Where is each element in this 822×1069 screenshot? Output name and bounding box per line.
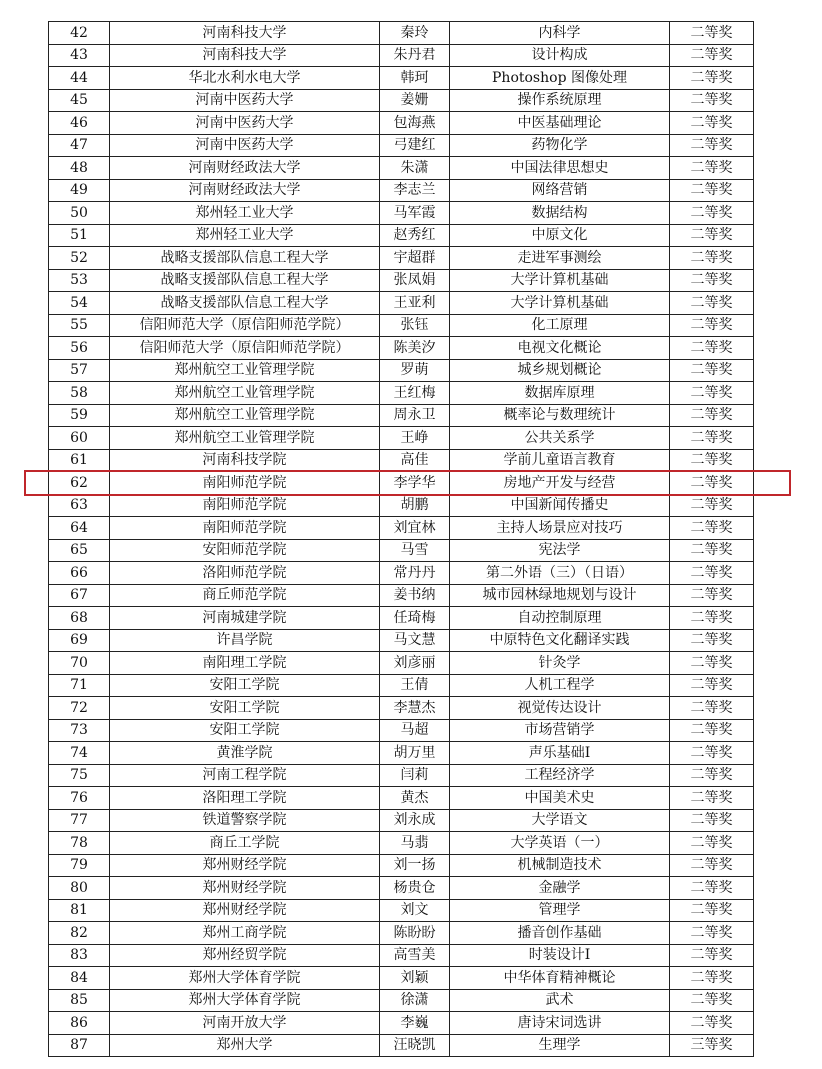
award-cell: 二等奖 [670,922,754,945]
teacher-name-cell: 秦玲 [380,22,450,45]
school-cell: 商丘工学院 [110,832,380,855]
table-row [49,494,754,517]
school-cell: 战略支援部队信息工程大学 [110,292,380,315]
table-row [49,292,754,315]
table-row [49,449,754,472]
school-cell: 南阳理工学院 [110,652,380,675]
school-cell: 洛阳理工学院 [110,787,380,810]
table-row [49,899,754,922]
table-row [49,67,754,90]
award-cell: 二等奖 [670,247,754,270]
award-cell: 二等奖 [670,697,754,720]
row-number-cell: 75 [49,764,110,787]
row-number-cell: 56 [49,337,110,360]
award-cell: 二等奖 [670,742,754,765]
teacher-name-cell: 罗萌 [380,359,450,382]
course-cell: 管理学 [450,899,670,922]
school-cell: 河南工程学院 [110,764,380,787]
award-cell: 二等奖 [670,89,754,112]
course-cell: 公共关系学 [450,427,670,450]
table-row [49,854,754,877]
table-row [49,89,754,112]
table-row [49,179,754,202]
row-number-cell: 78 [49,832,110,855]
row-number-cell: 79 [49,854,110,877]
school-cell: 郑州航空工业管理学院 [110,404,380,427]
award-cell: 二等奖 [670,607,754,630]
award-cell: 二等奖 [670,494,754,517]
row-number-cell: 67 [49,584,110,607]
award-cell: 二等奖 [670,337,754,360]
teacher-name-cell: 闫莉 [380,764,450,787]
course-cell: 生理学 [450,1034,670,1057]
award-cell: 二等奖 [670,967,754,990]
school-cell: 河南开放大学 [110,1012,380,1035]
school-cell: 河南科技大学 [110,22,380,45]
row-number-cell: 43 [49,44,110,67]
award-cell: 二等奖 [670,134,754,157]
course-cell: 大学计算机基础 [450,292,670,315]
award-cell: 二等奖 [670,44,754,67]
row-number-cell: 87 [49,1034,110,1057]
table-row [49,134,754,157]
school-cell: 河南中医药大学 [110,112,380,135]
teacher-name-cell: 弓建红 [380,134,450,157]
row-number-cell: 68 [49,607,110,630]
course-cell: 工程经济学 [450,764,670,787]
table-row [49,584,754,607]
award-cell: 二等奖 [670,112,754,135]
course-cell: 网络营销 [450,179,670,202]
course-cell: 金融学 [450,877,670,900]
course-cell: 第二外语（三）（日语） [450,562,670,585]
course-cell: 房地产开发与经营 [450,472,670,495]
teacher-name-cell: 姜书纳 [380,584,450,607]
table-row [49,314,754,337]
teacher-name-cell: 王红梅 [380,382,450,405]
row-number-cell: 69 [49,629,110,652]
course-cell: 中医基础理论 [450,112,670,135]
teacher-name-cell: 马雪 [380,539,450,562]
table-row [49,719,754,742]
row-number-cell: 86 [49,1012,110,1035]
table-row [49,202,754,225]
row-number-cell: 45 [49,89,110,112]
award-cell: 二等奖 [670,719,754,742]
teacher-name-cell: 刘宜林 [380,517,450,540]
award-cell: 二等奖 [670,382,754,405]
course-cell: 播音创作基础 [450,922,670,945]
award-cell: 二等奖 [670,292,754,315]
course-cell: 电视文化概论 [450,337,670,360]
award-cell: 二等奖 [670,832,754,855]
awards-table-body [49,22,754,1057]
school-cell: 郑州财经学院 [110,854,380,877]
award-cell: 二等奖 [670,1012,754,1035]
teacher-name-cell: 徐潇 [380,989,450,1012]
table-row [49,247,754,270]
row-number-cell: 55 [49,314,110,337]
award-cell: 二等奖 [670,877,754,900]
row-number-cell: 72 [49,697,110,720]
school-cell: 河南科技大学 [110,44,380,67]
award-cell: 二等奖 [670,517,754,540]
row-number-cell: 62 [49,472,110,495]
table-row [49,967,754,990]
row-number-cell: 57 [49,359,110,382]
teacher-name-cell: 陈美汐 [380,337,450,360]
award-cell: 二等奖 [670,404,754,427]
teacher-name-cell: 刘彦丽 [380,652,450,675]
teacher-name-cell: 姜姗 [380,89,450,112]
row-number-cell: 83 [49,944,110,967]
award-cell: 二等奖 [670,157,754,180]
teacher-name-cell: 马文慧 [380,629,450,652]
school-cell: 河南财经政法大学 [110,157,380,180]
row-number-cell: 65 [49,539,110,562]
school-cell: 河南科技学院 [110,449,380,472]
course-cell: 大学英语（一） [450,832,670,855]
award-cell: 二等奖 [670,944,754,967]
table-row [49,787,754,810]
course-cell: 城乡规划概论 [450,359,670,382]
teacher-name-cell: 张钰 [380,314,450,337]
teacher-name-cell: 任琦梅 [380,607,450,630]
course-cell: 中国法律思想史 [450,157,670,180]
course-cell: 设计构成 [450,44,670,67]
table-row [49,539,754,562]
school-cell: 信阳师范大学（原信阳师范学院） [110,314,380,337]
row-number-cell: 50 [49,202,110,225]
teacher-name-cell: 王峥 [380,427,450,450]
row-number-cell: 53 [49,269,110,292]
table-row [49,832,754,855]
school-cell: 河南城建学院 [110,607,380,630]
teacher-name-cell: 李巍 [380,1012,450,1035]
award-cell: 三等奖 [670,1034,754,1057]
school-cell: 铁道警察学院 [110,809,380,832]
row-number-cell: 60 [49,427,110,450]
teacher-name-cell: 王亚利 [380,292,450,315]
teacher-name-cell: 汪晓凯 [380,1034,450,1057]
row-number-cell: 46 [49,112,110,135]
school-cell: 战略支援部队信息工程大学 [110,247,380,270]
award-cell: 二等奖 [670,562,754,585]
course-cell: 概率论与数理统计 [450,404,670,427]
row-number-cell: 47 [49,134,110,157]
row-number-cell: 44 [49,67,110,90]
course-cell: 化工原理 [450,314,670,337]
course-cell: Photoshop 图像处理 [450,67,670,90]
school-cell: 郑州航空工业管理学院 [110,359,380,382]
school-cell: 郑州大学体育学院 [110,967,380,990]
teacher-name-cell: 赵秀红 [380,224,450,247]
table-row [49,922,754,945]
table-row [49,22,754,45]
teacher-name-cell: 李学华 [380,472,450,495]
teacher-name-cell: 陈盼盼 [380,922,450,945]
table-row [49,652,754,675]
row-number-cell: 74 [49,742,110,765]
course-cell: 宪法学 [450,539,670,562]
table-row [49,562,754,585]
school-cell: 河南中医药大学 [110,134,380,157]
row-number-cell: 81 [49,899,110,922]
course-cell: 时装设计Ⅰ [450,944,670,967]
course-cell: 走进军事测绘 [450,247,670,270]
row-number-cell: 54 [49,292,110,315]
school-cell: 南阳师范学院 [110,494,380,517]
table-row [49,404,754,427]
school-cell: 郑州大学 [110,1034,380,1057]
award-cell: 二等奖 [670,787,754,810]
teacher-name-cell: 高雪美 [380,944,450,967]
teacher-name-cell: 黄杰 [380,787,450,810]
course-cell: 中华体育精神概论 [450,967,670,990]
teacher-name-cell: 马超 [380,719,450,742]
course-cell: 中原文化 [450,224,670,247]
course-cell: 城市园林绿地规划与设计 [450,584,670,607]
course-cell: 自动控制原理 [450,607,670,630]
teacher-name-cell: 高佳 [380,449,450,472]
table-row [49,1012,754,1035]
table-row [49,1034,754,1057]
table-row [49,989,754,1012]
row-number-cell: 77 [49,809,110,832]
table-row [49,157,754,180]
school-cell: 郑州轻工业大学 [110,224,380,247]
row-number-cell: 51 [49,224,110,247]
teacher-name-cell: 包海燕 [380,112,450,135]
table-row [49,359,754,382]
school-cell: 商丘师范学院 [110,584,380,607]
course-cell: 主持人场景应对技巧 [450,517,670,540]
school-cell: 安阳工学院 [110,697,380,720]
row-number-cell: 82 [49,922,110,945]
course-cell: 人机工程学 [450,674,670,697]
table-row [49,382,754,405]
course-cell: 武术 [450,989,670,1012]
teacher-name-cell: 常丹丹 [380,562,450,585]
table-row [49,877,754,900]
award-cell: 二等奖 [670,629,754,652]
course-cell: 市场营销学 [450,719,670,742]
teacher-name-cell: 王倩 [380,674,450,697]
award-cell: 二等奖 [670,584,754,607]
award-cell: 二等奖 [670,674,754,697]
table-row [49,742,754,765]
course-cell: 学前儿童语言教育 [450,449,670,472]
school-cell: 郑州航空工业管理学院 [110,427,380,450]
table-row [49,517,754,540]
teacher-name-cell: 马翡 [380,832,450,855]
school-cell: 河南财经政法大学 [110,179,380,202]
award-cell: 二等奖 [670,427,754,450]
table-row [49,112,754,135]
school-cell: 郑州财经学院 [110,877,380,900]
teacher-name-cell: 张凤娟 [380,269,450,292]
school-cell: 郑州轻工业大学 [110,202,380,225]
teacher-name-cell: 李慧杰 [380,697,450,720]
row-number-cell: 85 [49,989,110,1012]
course-cell: 机械制造技术 [450,854,670,877]
table-row [49,697,754,720]
row-number-cell: 59 [49,404,110,427]
course-cell: 大学语文 [450,809,670,832]
teacher-name-cell: 刘颖 [380,967,450,990]
table-row [49,809,754,832]
award-cell: 二等奖 [670,314,754,337]
award-cell: 二等奖 [670,472,754,495]
award-cell: 二等奖 [670,899,754,922]
teacher-name-cell: 刘文 [380,899,450,922]
table-row [49,629,754,652]
course-cell: 中国新闻传播史 [450,494,670,517]
school-cell: 洛阳师范学院 [110,562,380,585]
school-cell: 郑州工商学院 [110,922,380,945]
course-cell: 声乐基础Ⅰ [450,742,670,765]
course-cell: 药物化学 [450,134,670,157]
award-cell: 二等奖 [670,449,754,472]
row-number-cell: 64 [49,517,110,540]
award-cell: 二等奖 [670,652,754,675]
school-cell: 郑州大学体育学院 [110,989,380,1012]
awards-table [48,21,754,1057]
course-cell: 操作系统原理 [450,89,670,112]
award-cell: 二等奖 [670,269,754,292]
award-cell: 二等奖 [670,67,754,90]
award-cell: 二等奖 [670,854,754,877]
teacher-name-cell: 李志兰 [380,179,450,202]
teacher-name-cell: 朱潇 [380,157,450,180]
row-number-cell: 42 [49,22,110,45]
row-number-cell: 76 [49,787,110,810]
school-cell: 战略支援部队信息工程大学 [110,269,380,292]
teacher-name-cell: 胡万里 [380,742,450,765]
teacher-name-cell: 宇超群 [380,247,450,270]
row-number-cell: 80 [49,877,110,900]
award-cell: 二等奖 [670,359,754,382]
table-row [49,674,754,697]
table-row [49,607,754,630]
row-number-cell: 66 [49,562,110,585]
row-number-cell: 70 [49,652,110,675]
school-cell: 南阳师范学院 [110,472,380,495]
school-cell: 郑州航空工业管理学院 [110,382,380,405]
table-row [49,44,754,67]
table-row [49,944,754,967]
row-number-cell: 61 [49,449,110,472]
teacher-name-cell: 周永卫 [380,404,450,427]
table-row [49,269,754,292]
row-number-cell: 73 [49,719,110,742]
school-cell: 许昌学院 [110,629,380,652]
table-row [49,764,754,787]
teacher-name-cell: 杨贵仓 [380,877,450,900]
row-number-cell: 84 [49,967,110,990]
school-cell: 南阳师范学院 [110,517,380,540]
course-cell: 中原特色文化翻译实践 [450,629,670,652]
teacher-name-cell: 刘永成 [380,809,450,832]
row-number-cell: 58 [49,382,110,405]
school-cell: 信阳师范大学（原信阳师范学院） [110,337,380,360]
table-row [49,337,754,360]
table-row [49,224,754,247]
school-cell: 郑州财经学院 [110,899,380,922]
course-cell: 大学计算机基础 [450,269,670,292]
award-cell: 二等奖 [670,202,754,225]
row-number-cell: 71 [49,674,110,697]
teacher-name-cell: 刘一扬 [380,854,450,877]
course-cell: 中国美术史 [450,787,670,810]
teacher-name-cell: 韩珂 [380,67,450,90]
award-cell: 二等奖 [670,989,754,1012]
row-number-cell: 52 [49,247,110,270]
school-cell: 郑州经贸学院 [110,944,380,967]
award-cell: 二等奖 [670,764,754,787]
award-cell: 二等奖 [670,22,754,45]
row-number-cell: 49 [49,179,110,202]
award-cell: 二等奖 [670,809,754,832]
course-cell: 数据结构 [450,202,670,225]
course-cell: 内科学 [450,22,670,45]
school-cell: 安阳工学院 [110,719,380,742]
table-row [49,427,754,450]
teacher-name-cell: 马军霞 [380,202,450,225]
school-cell: 安阳师范学院 [110,539,380,562]
course-cell: 针灸学 [450,652,670,675]
teacher-name-cell: 朱丹君 [380,44,450,67]
row-number-cell: 63 [49,494,110,517]
teacher-name-cell: 胡鹏 [380,494,450,517]
table-row [49,472,754,495]
row-number-cell: 48 [49,157,110,180]
award-cell: 二等奖 [670,539,754,562]
course-cell: 数据库原理 [450,382,670,405]
course-cell: 视觉传达设计 [450,697,670,720]
award-cell: 二等奖 [670,179,754,202]
school-cell: 安阳工学院 [110,674,380,697]
award-cell: 二等奖 [670,224,754,247]
school-cell: 华北水利水电大学 [110,67,380,90]
course-cell: 唐诗宋词选讲 [450,1012,670,1035]
school-cell: 河南中医药大学 [110,89,380,112]
school-cell: 黄淮学院 [110,742,380,765]
